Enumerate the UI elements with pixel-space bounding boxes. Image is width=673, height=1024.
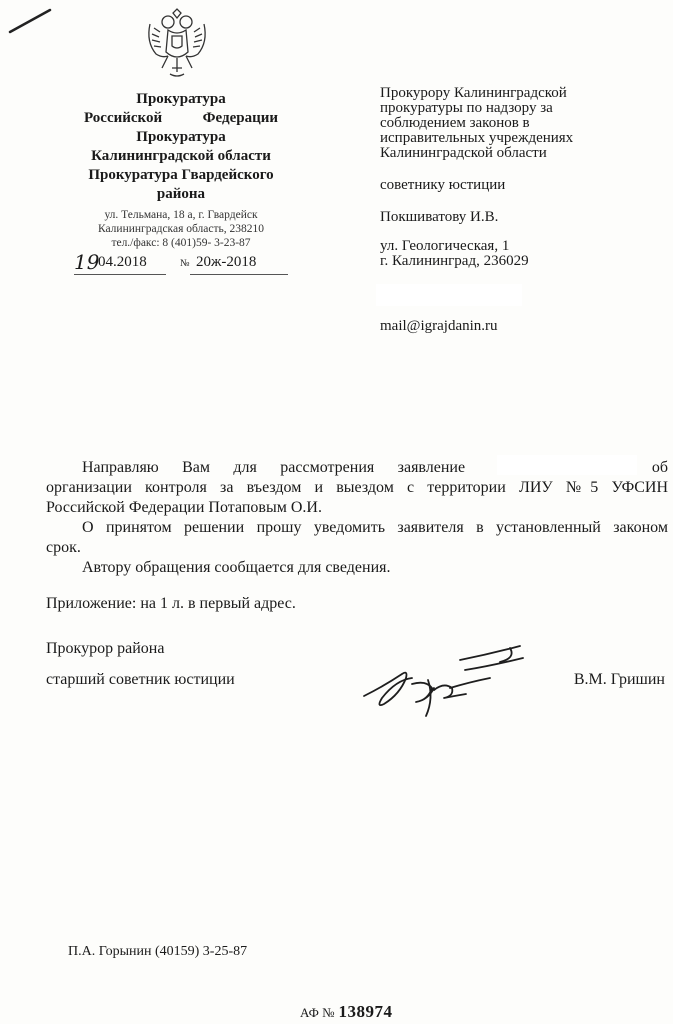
handwritten-signature <box>360 640 540 720</box>
sender-phone: тел./факс: 8 (401)59- 3-23-87 <box>111 237 251 249</box>
org-line-4: Калининградской области <box>91 148 271 164</box>
letter-body <box>46 458 668 578</box>
recipient-city: г. Калининград, 236029 <box>380 253 529 269</box>
org-line-5: Прокуратура Гвардейского <box>88 167 274 183</box>
recipient-title-line-1: Прокурору Калининградской <box>380 85 567 101</box>
recipient-email: mail@igrajdanin.ru <box>380 318 498 334</box>
sender-address-street: ул. Тельмана, 18 а, г. Гвардейск <box>104 209 258 221</box>
p1-word-1: Направляю <box>82 459 159 476</box>
org-line-2-right: Федерации <box>202 110 278 126</box>
pen-stroke-mark <box>6 6 54 36</box>
signer-position: Прокурор района <box>46 640 165 657</box>
org-line-2 <box>70 109 292 128</box>
number-underline <box>190 274 288 275</box>
redacted-applicant-name <box>497 455 637 475</box>
paragraph-1-line-2: организации контроля за въездом и выездом с территории ЛИУ №5 УФСИН <box>46 479 668 496</box>
sender-organization <box>70 90 292 250</box>
sender-address-region: Калининградская область, 238210 <box>97 223 265 235</box>
serial-prefix: АФ № <box>300 1005 335 1020</box>
paragraph-2-line-2: срок. <box>46 539 81 556</box>
recipient-block <box>380 86 670 269</box>
p1-word-4: рассмотрения <box>280 459 375 476</box>
p1-word-tail: об <box>651 459 668 476</box>
org-line-6: района <box>156 186 206 202</box>
executor-contact: П.А. Горынин (40159) 3-25-87 <box>68 944 248 959</box>
attachment-note: Приложение: на 1 л. в первый адрес. <box>46 595 296 612</box>
org-line-1: Прокуратура <box>136 91 226 107</box>
signer-rank: старший советник юстиции <box>46 671 235 688</box>
org-line-2-left: Российской <box>84 110 163 126</box>
p1-word-2: Вам <box>182 459 211 476</box>
recipient-title-line-4: исправительных учреждениях <box>380 130 574 146</box>
recipient-name: Покшиватову И.В. <box>380 209 499 225</box>
form-serial-number <box>300 1002 393 1022</box>
document-number: 20ж-2018 <box>196 254 257 270</box>
document-date-number <box>72 250 282 274</box>
recipient-title-line-5: Калининградской области <box>380 145 547 161</box>
paragraph-3: Автору обращения сообщается для сведения. <box>82 559 391 576</box>
number-label: № <box>180 258 190 269</box>
org-line-3: Прокуратура <box>136 129 226 145</box>
recipient-rank: советнику юстиции <box>380 177 506 193</box>
p1-word-5: заявление <box>397 459 466 476</box>
recipient-street: ул. Геологическая, 1 <box>380 238 510 254</box>
signer-name: В.М. Гришин <box>573 671 665 688</box>
redacted-area <box>376 284 522 306</box>
serial-number: 138974 <box>338 1002 393 1021</box>
recipient-title-line-3: соблюдением законов в <box>380 115 530 131</box>
date-underline <box>74 274 166 275</box>
paragraph-2-line-1: О принятом решении прошу уведомить заявителя в установленный законом <box>82 519 668 536</box>
recipient-title-line-2: прокуратуры по надзору за <box>380 100 553 116</box>
date-printed: 04.2018 <box>98 254 147 270</box>
paragraph-1-line-3: Российской Федерации Потаповым О.И. <box>46 499 322 516</box>
p1-word-3: для <box>233 459 257 476</box>
coat-of-arms-emblem <box>142 6 212 80</box>
date-handwritten-day: 19 <box>74 250 100 274</box>
